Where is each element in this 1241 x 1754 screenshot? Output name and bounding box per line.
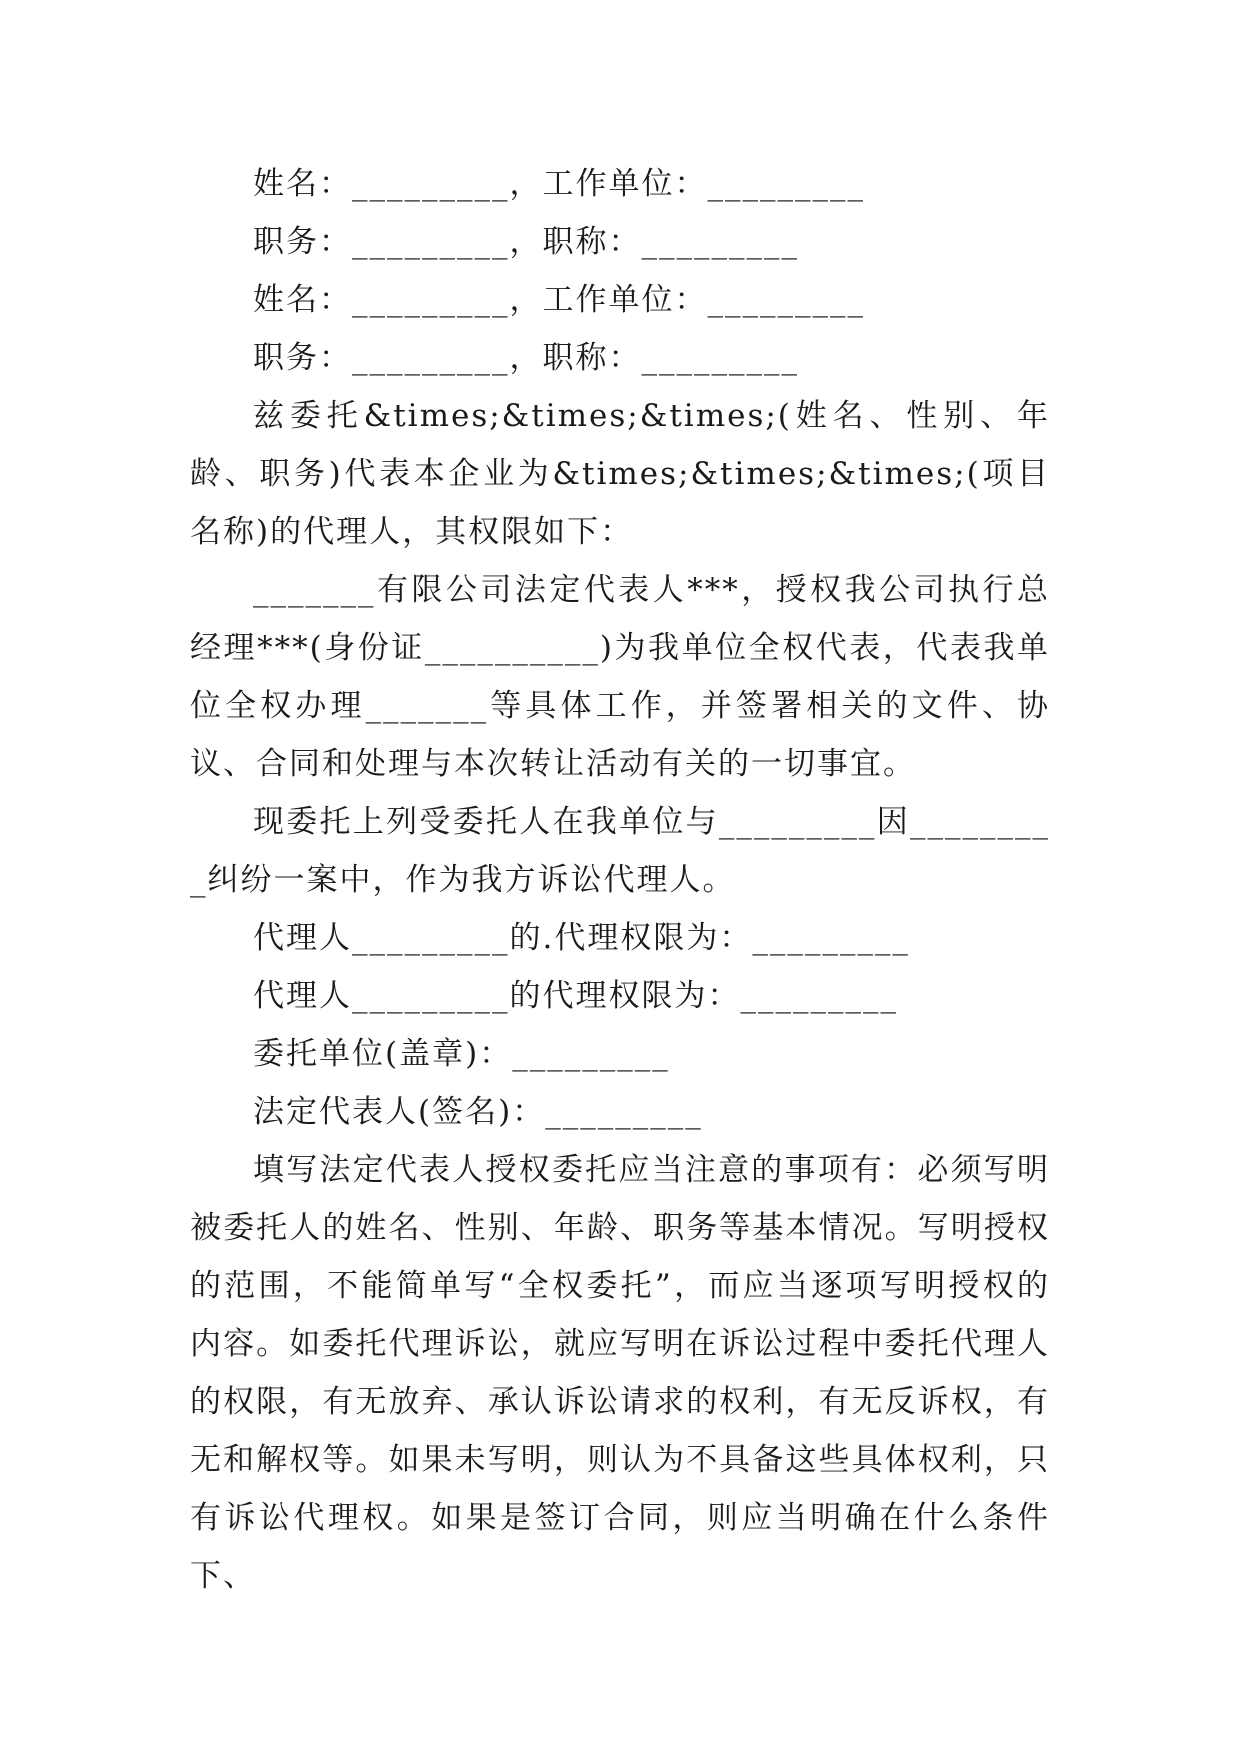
agent-authority-line-2: 代理人_________的代理权限为：_________ — [253, 978, 898, 1014]
entrust-statement: 兹委托&times;&times;&times;(姓名、性别、年龄、职务)代表本企业为&times;&times;&times;(项目名称)的代理人，其权限如下： — [190, 398, 1050, 550]
name-workplace-line-2: 姓名：_________，工作单位：_________ — [253, 282, 865, 318]
position-title-line-1: 职务：_________，职称：_________ — [253, 224, 799, 260]
entrusting-unit-seal-line: 委托单位(盖章)：_________ — [253, 1036, 670, 1072]
notes-paragraph: 填写法定代表人授权委托应当注意的事项有：必须写明被委托人的姓名、性别、年龄、职务等基本情况。写明授权的范围，不能简单写“全权委托”，而应当逐项写明授权的内容。如委托代理诉讼，就应写明在诉讼过程中委托代理人的权限，有无放弃、承认诉讼请求的权利，有无反诉权，有无和解权等。如果未写明，则认为不具备这些具体权利，只有诉讼代理权。如果是签订合同，则应当明确在什么条件下、 — [190, 1152, 1050, 1594]
agent-authority-line-1: 代理人_________的.代理权限为：_________ — [253, 920, 910, 956]
authorization-paragraph: _______有限公司法定代表人***，授权我公司执行总经理***(身份证__________)为我单位全权代表，代表我单位全权办理_______等具体工作，并签署相关的文件、协议、合同和处理与本次转让活动有关的一切事宜。 — [190, 572, 1050, 782]
legal-representative-signature-line: 法定代表人(签名)：_________ — [253, 1094, 703, 1130]
name-workplace-line-1: 姓名：_________，工作单位：_________ — [253, 166, 865, 202]
document-page — [190, 155, 1050, 1605]
litigation-agent-paragraph: 现委托上列受委托人在我单位与_________因_________纠纷一案中，作为我方诉讼代理人。 — [190, 804, 1050, 898]
position-title-line-2: 职务：_________，职称：_________ — [253, 340, 799, 376]
